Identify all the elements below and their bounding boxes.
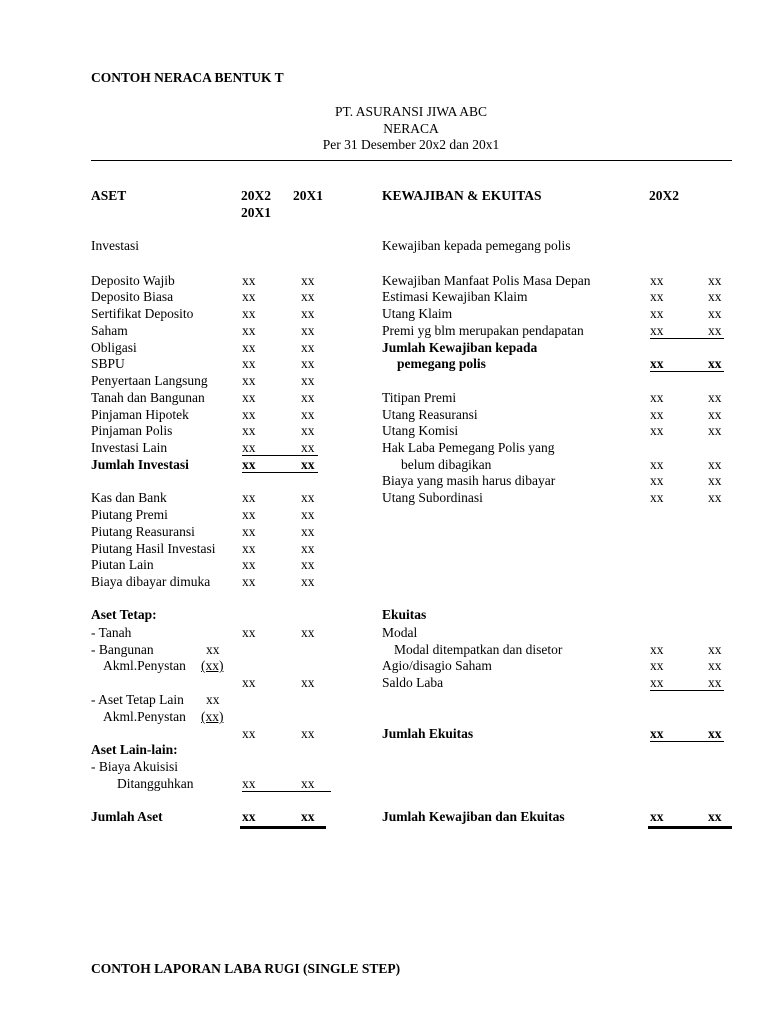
section-aset-tetap: Aset Tetap: — [91, 607, 157, 622]
liability-label: Utang Komisi — [382, 423, 459, 438]
asset-label: - Aset Tetap Lain — [91, 692, 184, 707]
liability-label: Estimasi Kewajiban Klaim — [382, 289, 528, 304]
asset-label: SBPU — [91, 356, 125, 371]
asset-value-20x2: xx — [242, 323, 256, 338]
liability-value-20x1: xx — [708, 289, 722, 304]
asset-value-20x2: xx — [242, 574, 256, 589]
section-ekuitas: Ekuitas — [382, 607, 427, 622]
asset-sub-value: (xx) — [201, 658, 224, 673]
equity-value-20x1: xx — [708, 675, 722, 690]
total-liab-equity-20x2: xx — [650, 809, 664, 824]
asset-value-20x1: xx — [301, 675, 315, 690]
liability-value-20x1: xx — [708, 306, 722, 321]
asset-label: Deposito Biasa — [91, 289, 174, 304]
section-investasi: Investasi — [91, 238, 139, 253]
asset-label: Piutang Reasuransi — [91, 524, 195, 539]
asset-value-20x1: xx — [301, 289, 315, 304]
liability-value-20x1: xx — [708, 490, 722, 505]
total-investasi-label: Jumlah Investasi — [91, 457, 189, 472]
liability-value-20x1: xx — [708, 457, 722, 472]
section-aset-lain: Aset Lain-lain: — [91, 742, 178, 757]
asset-label: - Tanah — [91, 625, 132, 640]
liability-value-20x1: xx — [708, 390, 722, 405]
total-liab-equity-label: Jumlah Kewajiban dan Ekuitas — [382, 809, 565, 824]
asset-value-20x2: xx — [242, 625, 256, 640]
asset-value-20x1: xx — [301, 423, 315, 438]
asset-value-20x2: xx — [242, 390, 256, 405]
liability-label: Utang Klaim — [382, 306, 453, 321]
company-name: PT. ASURANSI JIWA ABC — [334, 104, 488, 119]
total-policyholder-20x2: xx — [650, 356, 664, 371]
liability-label: Titipan Premi — [382, 390, 457, 405]
asset-value-20x1: xx — [301, 726, 315, 741]
asset-label: Piutan Lain — [91, 557, 154, 572]
asset-value-20x2: xx — [242, 289, 256, 304]
asset-value-20x1: xx — [301, 373, 315, 388]
liability-label: Biaya yang masih harus dibayar — [382, 473, 556, 488]
subtotal-underline — [650, 338, 724, 339]
asset-sub-value: xx — [206, 692, 220, 707]
total-policyholder-label-cont: pemegang polis — [397, 356, 486, 371]
liability-value-20x1: xx — [708, 273, 722, 288]
total-equity-20x1: xx — [708, 726, 722, 741]
asset-value-20x1: xx — [301, 390, 315, 405]
asset-value-20x1: xx — [301, 776, 315, 791]
asset-value-20x2: xx — [242, 490, 256, 505]
asset-value-20x2: xx — [242, 726, 256, 741]
liability-value-20x2: xx — [650, 323, 664, 338]
asset-value-20x2: xx — [242, 675, 256, 690]
total-investasi-20x1: xx — [301, 457, 315, 472]
report-period: Per 31 Desember 20x2 dan 20x1 — [322, 137, 500, 152]
asset-value-20x1: xx — [301, 490, 315, 505]
equity-value-20x2: xx — [650, 658, 664, 673]
report-name: NERACA — [383, 121, 439, 136]
asset-value-20x2: xx — [242, 440, 256, 455]
asset-label: Investasi Lain — [91, 440, 168, 455]
asset-value-20x1: xx — [301, 507, 315, 522]
liability-label: Kewajiban Manfaat Polis Masa Depan — [382, 273, 591, 288]
asset-value-20x1: xx — [301, 440, 315, 455]
asset-value-20x2: xx — [242, 373, 256, 388]
asset-label: Biaya dibayar dimuka — [91, 574, 211, 589]
asset-value-20x2: xx — [242, 273, 256, 288]
asset-value-20x1: xx — [301, 306, 315, 321]
liability-value-20x1: xx — [708, 323, 722, 338]
equity-label: Modal ditempatkan dan disetor — [394, 642, 563, 657]
asset-label: Piutang Hasil Investasi — [91, 541, 216, 556]
total-equity-label: Jumlah Ekuitas — [382, 726, 474, 741]
asset-value-20x1: xx — [301, 340, 315, 355]
document-heading: CONTOH NERACA BENTUK T — [91, 70, 284, 85]
liability-value-20x2: xx — [650, 273, 664, 288]
liability-label-cont: belum dibagikan — [401, 457, 492, 472]
asset-value-20x1: xx — [301, 323, 315, 338]
section-kewajiban: Kewajiban kepada pemegang polis — [382, 238, 571, 253]
liability-label: Hak Laba Pemegang Polis yang — [382, 440, 555, 455]
asset-value-20x1: xx — [301, 557, 315, 572]
total-assets-20x1: xx — [301, 809, 315, 824]
liability-value-20x2: xx — [650, 473, 664, 488]
assets-year-20x1-wrap: 20X1 — [241, 205, 271, 220]
asset-label: Penyertaan Langsung — [91, 373, 208, 388]
asset-label: Pinjaman Polis — [91, 423, 173, 438]
asset-value-20x2: xx — [242, 423, 256, 438]
asset-label: Obligasi — [91, 340, 137, 355]
liability-value-20x2: xx — [650, 306, 664, 321]
grand-total-underline — [648, 826, 732, 829]
liability-value-20x1: xx — [708, 407, 722, 422]
liability-value-20x2: xx — [650, 390, 664, 405]
asset-value-20x2: xx — [242, 541, 256, 556]
asset-value-20x2: xx — [242, 356, 256, 371]
total-assets-20x2: xx — [242, 809, 256, 824]
asset-label: Sertifikat Deposito — [91, 306, 194, 321]
total-underline — [650, 741, 724, 742]
liability-label: Utang Reasuransi — [382, 407, 478, 422]
asset-label: Akml.Penystan — [103, 709, 186, 724]
total-investasi-20x2: xx — [242, 457, 256, 472]
liabilities-year-20x2: 20X2 — [649, 188, 679, 203]
asset-value-20x1: xx — [301, 541, 315, 556]
asset-value-20x2: xx — [242, 507, 256, 522]
subtotal-underline — [242, 455, 318, 456]
assets-year-20x1: 20X1 — [293, 188, 323, 203]
asset-value-20x1: xx — [301, 273, 315, 288]
equity-label: Saldo Laba — [382, 675, 444, 690]
equity-value-20x2: xx — [650, 675, 664, 690]
asset-value-20x1: xx — [301, 407, 315, 422]
asset-value-20x2: xx — [242, 306, 256, 321]
liability-value-20x2: xx — [650, 289, 664, 304]
asset-sub-value: xx — [206, 642, 220, 657]
asset-label: Ditangguhkan — [117, 776, 194, 791]
asset-value-20x2: xx — [242, 557, 256, 572]
asset-label: - Biaya Akuisisi — [91, 759, 178, 774]
assets-year-20x2: 20X2 — [241, 188, 271, 203]
total-policyholder-label: Jumlah Kewajiban kepada — [382, 340, 538, 355]
liability-value-20x2: xx — [650, 490, 664, 505]
total-underline — [650, 371, 724, 372]
liability-value-20x2: xx — [650, 457, 664, 472]
total-liab-equity-20x1: xx — [708, 809, 722, 824]
subtotal-underline — [650, 690, 724, 691]
equity-value-20x1: xx — [708, 642, 722, 657]
equity-label: Agio/disagio Saham — [382, 658, 492, 673]
asset-label: Saham — [91, 323, 128, 338]
total-assets-label: Jumlah Aset — [91, 809, 163, 824]
total-underline — [242, 472, 318, 473]
asset-label: Pinjaman Hipotek — [91, 407, 189, 422]
liability-value-20x1: xx — [708, 473, 722, 488]
asset-value-20x1: xx — [301, 574, 315, 589]
subtotal-underline — [242, 791, 331, 792]
asset-label: - Bangunan — [91, 642, 154, 657]
asset-label: Piutang Premi — [91, 507, 168, 522]
asset-value-20x2: xx — [242, 407, 256, 422]
liability-value-20x2: xx — [650, 407, 664, 422]
liability-value-20x2: xx — [650, 423, 664, 438]
equity-value-20x2: xx — [650, 642, 664, 657]
grand-total-underline — [240, 826, 326, 829]
total-equity-20x2: xx — [650, 726, 664, 741]
asset-label: Deposito Wajib — [91, 273, 175, 288]
asset-value-20x1: xx — [301, 625, 315, 640]
asset-value-20x1: xx — [301, 524, 315, 539]
total-policyholder-20x1: xx — [708, 356, 722, 371]
asset-value-20x2: xx — [242, 340, 256, 355]
asset-value-20x1: xx — [301, 356, 315, 371]
liability-value-20x1: xx — [708, 423, 722, 438]
equity-value-20x1: xx — [708, 658, 722, 673]
asset-sub-value: (xx) — [201, 709, 224, 724]
asset-value-20x2: xx — [242, 524, 256, 539]
asset-label: Tanah dan Bangunan — [91, 390, 205, 405]
header-divider — [91, 160, 732, 161]
asset-label: Kas dan Bank — [91, 490, 167, 505]
liability-label: Utang Subordinasi — [382, 490, 483, 505]
asset-label: Akml.Penystan — [103, 658, 186, 673]
liability-label: Premi yg blm merupakan pendapatan — [382, 323, 584, 338]
equity-label: Modal — [382, 625, 418, 640]
assets-header: ASET — [91, 188, 127, 203]
next-section-heading: CONTOH LAPORAN LABA RUGI (SINGLE STEP) — [91, 961, 401, 976]
asset-value-20x2: xx — [242, 776, 256, 791]
liabilities-header: KEWAJIBAN & EKUITAS — [382, 188, 542, 203]
